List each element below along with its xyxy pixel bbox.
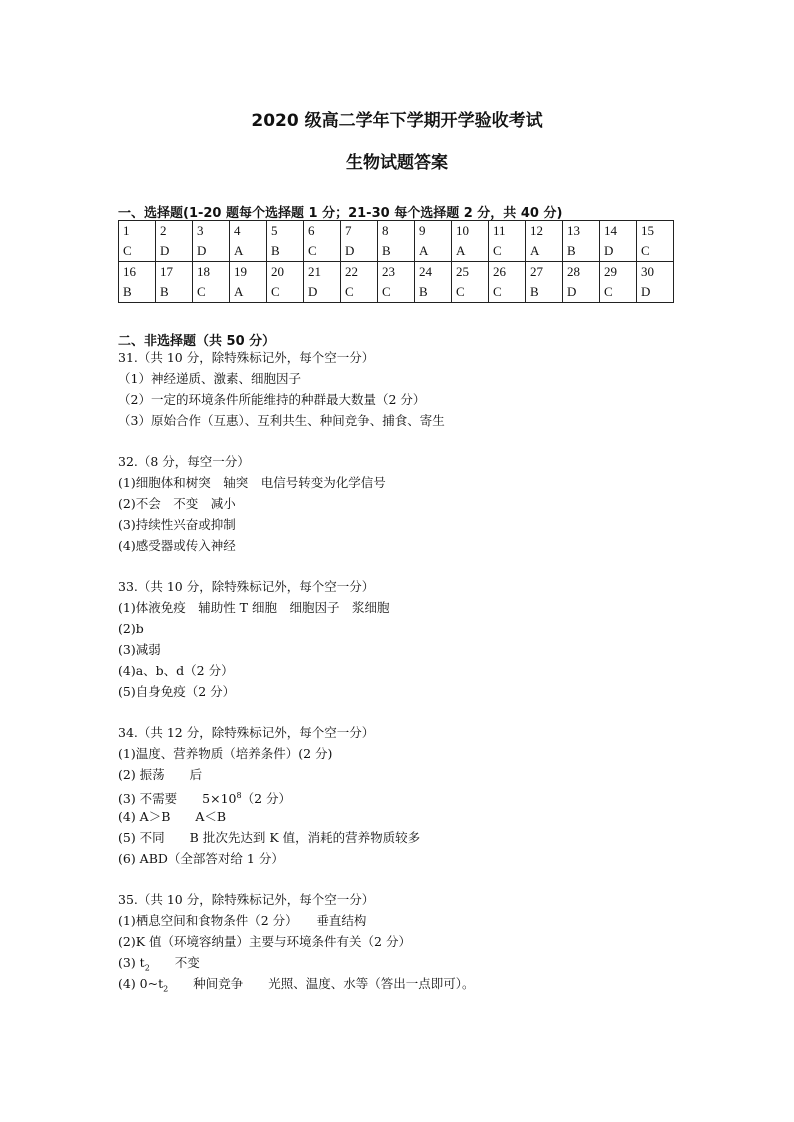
question-number: 27 [530,264,543,279]
answer-cell [526,262,563,303]
question-number: 8 [382,223,389,238]
answer-letter: D [567,284,577,299]
answer-cell [341,262,378,303]
answer-letter: C [197,284,206,299]
answer-cell [415,262,452,303]
answer-letter: A [234,284,244,299]
q34-answer-5: (5) 不同 B 批次先达到 K 值，消耗的营养物质较多 [118,830,421,845]
answer-table-row [119,262,674,303]
answer-letter: C [493,243,502,258]
answer-letter: C [641,243,650,258]
q31-answer-1: （1）神经递质、激素、细胞因子 [118,371,301,386]
answer-cell [119,221,156,262]
q35-answer-4 [118,974,475,1000]
answer-letter: C [493,284,502,299]
answer-letter: A [234,243,244,258]
answer-letter: D [604,243,614,258]
question-number: 28 [567,264,580,279]
q34-header: 34.（共 12 分，除特殊标记外，每个空一分） [118,725,375,740]
answer-letter: B [567,243,576,258]
answer-cell [526,221,563,262]
question-number: 13 [567,223,580,238]
q31-answer-2: （2）一定的环境条件所能维持的种群最大数量（2 分） [118,392,426,407]
answer-letter: D [308,284,318,299]
answer-letter: B [160,284,169,299]
section1-heading: 一、选择题(1-20 题每个选择题 1 分；21-30 每个选择题 2 分，共 40 分) [118,206,563,221]
question-number: 3 [197,223,204,238]
q35-answer-4-subscript: 2 [163,984,169,994]
page-title: 2020 级高二学年下学期开学验收考试 [251,111,543,131]
answer-letter: A [456,243,466,258]
question-number: 2 [160,223,167,238]
q31-answer-3: （3）原始合作（互惠）、互利共生、种间竞争、捕食、寄生 [118,413,445,428]
question-number: 12 [530,223,543,238]
q35-answer-4-rest: 种间竞争 光照、温度、水等（答出一点即可）。 [168,976,475,991]
question-number: 22 [345,264,358,279]
q33-answer-5: (5)自身免疫（2 分） [118,684,236,699]
answer-cell [415,221,452,262]
question-number: 20 [271,264,284,279]
answer-letter: C [345,284,354,299]
answer-letter: A [530,243,540,258]
section2-heading: 二、非选择题（共 50 分） [118,334,276,349]
q33-answer-2: (2)b [118,621,144,636]
answer-table [118,220,674,303]
answer-cell [341,221,378,262]
answer-cell [267,262,304,303]
q34-answer-4: (4) A＞B A＜B [118,809,227,824]
q33-header: 33.（共 10 分，除特殊标记外，每个空一分） [118,579,375,594]
page-subtitle: 生物试题答案 [346,153,448,173]
answer-letter: D [160,243,170,258]
answer-table-row [119,221,674,262]
answer-cell [637,262,674,303]
q34-answer-3-exponent: 8 [236,791,242,800]
question-number: 6 [308,223,315,238]
question-number: 14 [604,223,617,238]
question-number: 29 [604,264,617,279]
answer-cell [193,262,230,303]
answer-cell [563,221,600,262]
answer-letter: C [604,284,613,299]
question-number: 19 [234,264,247,279]
question-number: 21 [308,264,321,279]
question-number: 17 [160,264,173,279]
answer-letter: C [382,284,391,299]
answer-letter: B [271,243,280,258]
question-number: 10 [456,223,469,238]
question-number: 23 [382,264,395,279]
answer-cell [452,262,489,303]
q35-answer-3-rest: 不变 [149,955,200,970]
answer-cell [119,262,156,303]
answer-cell [304,262,341,303]
q35-answer-1: (1)栖息空间和食物条件（2 分） 垂直结构 [118,913,367,928]
q35-answer-2: (2)K 值（环境容纳量）主要与环境条件有关（2 分） [118,934,411,949]
answer-cell [230,262,267,303]
q33-answer-3: (3)减弱 [118,642,161,657]
answer-cell [563,262,600,303]
q34-answer-6: (6) ABD（全部答对给 1 分） [118,851,284,866]
answer-letter: C [308,243,317,258]
answer-cell [193,221,230,262]
question-number: 16 [123,264,136,279]
question-number: 15 [641,223,654,238]
answer-letter: B [530,284,539,299]
q35-header: 35.（共 10 分，除特殊标记外，每个空一分） [118,892,375,907]
q35-answer-3-subscript: 2 [144,963,150,973]
question-number: 25 [456,264,469,279]
q34-answer-3-text: (3) 不需要 5×10 [118,791,237,807]
question-number: 7 [345,223,352,238]
q35-answer-4-text: (4) 0~t [118,976,164,991]
answer-cell [378,262,415,303]
q34-answer-3-note: （2 分） [241,791,292,807]
q33-answer-4: (4)a、b、d（2 分） [118,663,234,678]
answer-letter: C [456,284,465,299]
answer-cell [304,221,341,262]
answer-cell [489,262,526,303]
answer-letter: B [382,243,391,258]
answer-letter: D [641,284,651,299]
q32-answer-3: (3)持续性兴奋或抑制 [118,517,236,532]
answer-cell [156,221,193,262]
q31-header: 31.（共 10 分，除特殊标记外，每个空一分） [118,350,375,365]
answer-cell [452,221,489,262]
answer-cell [230,221,267,262]
q32-answer-2: (2)不会 不变 减小 [118,496,236,511]
question-number: 9 [419,223,426,238]
answer-letter: A [419,243,429,258]
answer-letter: D [197,243,207,258]
q32-answer-1: (1)细胞体和树突 轴突 电信号转变为化学信号 [118,475,386,490]
question-number: 18 [197,264,210,279]
question-number: 26 [493,264,506,279]
q32-header: 32.（8 分，每空一分） [118,454,250,469]
answer-cell [600,221,637,262]
answer-letter: C [123,243,132,258]
answer-cell [489,221,526,262]
q34-answer-3 [118,786,291,809]
q34-answer-1: (1)温度、营养物质（培养条件）(2 分) [118,746,333,761]
answer-cell [378,221,415,262]
question-number: 4 [234,223,241,238]
answer-cell [156,262,193,303]
question-number: 30 [641,264,654,279]
answer-letter: D [345,243,355,258]
q32-answer-4: (4)感受器或传入神经 [118,538,236,553]
q33-answer-1: (1)体液免疫 辅助性 T 细胞 细胞因子 浆细胞 [118,600,390,615]
answer-cell [637,221,674,262]
question-number: 11 [493,223,506,238]
q35-answer-3-text: (3) t [118,955,145,970]
question-number: 5 [271,223,278,238]
answer-letter: B [123,284,132,299]
question-number: 24 [419,264,432,279]
answer-letter: B [419,284,428,299]
answer-cell [267,221,304,262]
question-number: 1 [123,223,130,238]
answer-cell [600,262,637,303]
q34-answer-2: (2) 振荡 后 [118,767,203,782]
answer-letter: C [271,284,280,299]
